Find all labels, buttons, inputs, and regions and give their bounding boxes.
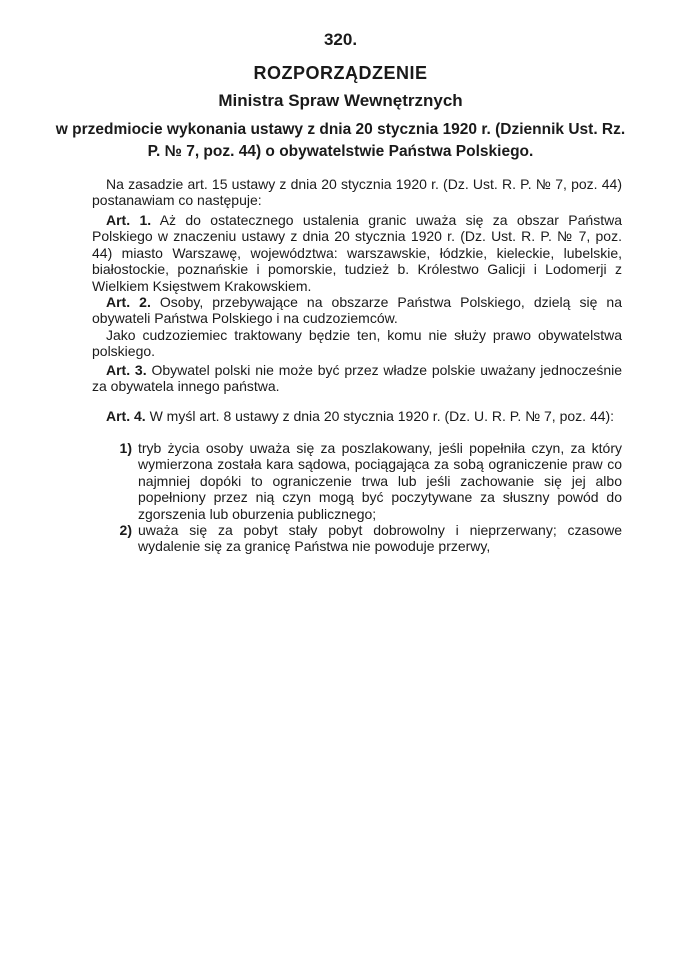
article-3-text: Obywatel polski nie może być przez władze polskie uważany jednocześnie za obywatela innego państwa. xyxy=(92,362,623,395)
article-1 xyxy=(92,212,622,294)
article-4 xyxy=(92,408,622,424)
preamble-text: Na zasadzie art. 15 ustawy z dnia 20 stycznia 1920 r. (Dz. Ust. R. P. № 7, poz. 44) postanawiam co następuje: xyxy=(92,176,622,209)
article-1-label: Art. 1. xyxy=(106,212,152,228)
document-title: ROZPORZĄDZENIE xyxy=(253,63,428,83)
subject-text: w przedmiocie wykonania ustawy z dnia 20 stycznia 1920 r. (Dziennik Ust. Rz. P. № 7, poz. 44) o obywatelstwie Państwa Polskiego. xyxy=(55,121,626,160)
article-1-text: Aż do ostatecznego ustalenia granic uważa się za obszar Państwa Polskiego w znaczeniu ustawy z dnia 20 stycznia 1920 r. (Dz. Ust. R. P. № 7, poz. 44) miasto Warszawę, województwa: warszawskie, łódzkie, kieleckie, lubelskie, białostockie, poznańskie i pomorskie, tudzież b. Królestwo Galicji i Lodomerji z Wielkiem Księstwem Krakowskiem. xyxy=(92,212,622,294)
page-number: 320. xyxy=(323,30,358,49)
list-item xyxy=(92,522,622,555)
list-item xyxy=(92,440,622,522)
document-subject xyxy=(0,119,681,163)
article-4-label: Art. 4. xyxy=(106,408,146,424)
article-2-text: Osoby, przebywające na obszarze Państwa Polskiego, dzielą się na obywateli Państwa Polskiego i na cudzoziemców. xyxy=(92,294,622,327)
article-2 xyxy=(92,294,622,327)
article-4-text: W myśl art. 8 ustawy z dnia 20 stycznia 1920 r. (Dz. U. R. P. № 7, poz. 44): xyxy=(149,408,615,424)
list-item-number: 1) xyxy=(119,440,132,456)
article-1-2 xyxy=(92,212,622,360)
article-4-block xyxy=(92,408,622,424)
article-2-paragraph-2: Jako cudzoziemiec traktowany będzie ten, komu nie służy prawo obywatelstwa polskiego. xyxy=(92,326,622,360)
article-2-label: Art. 2. xyxy=(106,294,151,311)
list-item-text: uważa się za pobyt stały pobyt dobrowolny i nieprzerwany; czasowe wydalenie się za granicę Państwa nie powoduje przerwy, xyxy=(138,522,622,555)
document-subtitle: Ministra Spraw Wewnętrznych xyxy=(218,91,463,110)
article-4-list xyxy=(92,440,622,555)
preamble xyxy=(92,176,622,209)
article-3-label: Art. 3. xyxy=(106,362,147,378)
article-3-block xyxy=(92,362,622,395)
list-item-number: 2) xyxy=(119,522,132,539)
article-3 xyxy=(92,362,622,395)
list-item-text: tryb życia osoby uważa się za poszlakowany, jeśli popełniła czyn, za który wymierzona została kara sądowa, pociągająca za sobą ograniczenie praw co najmniej dopóki to ograniczenie trwa lub jeśli zachowanie się jej albo popełniony przez nią czyn mogą być poczytywane za słuszny powód do zgorszenia lub oburzenia publicznego; xyxy=(138,440,622,522)
